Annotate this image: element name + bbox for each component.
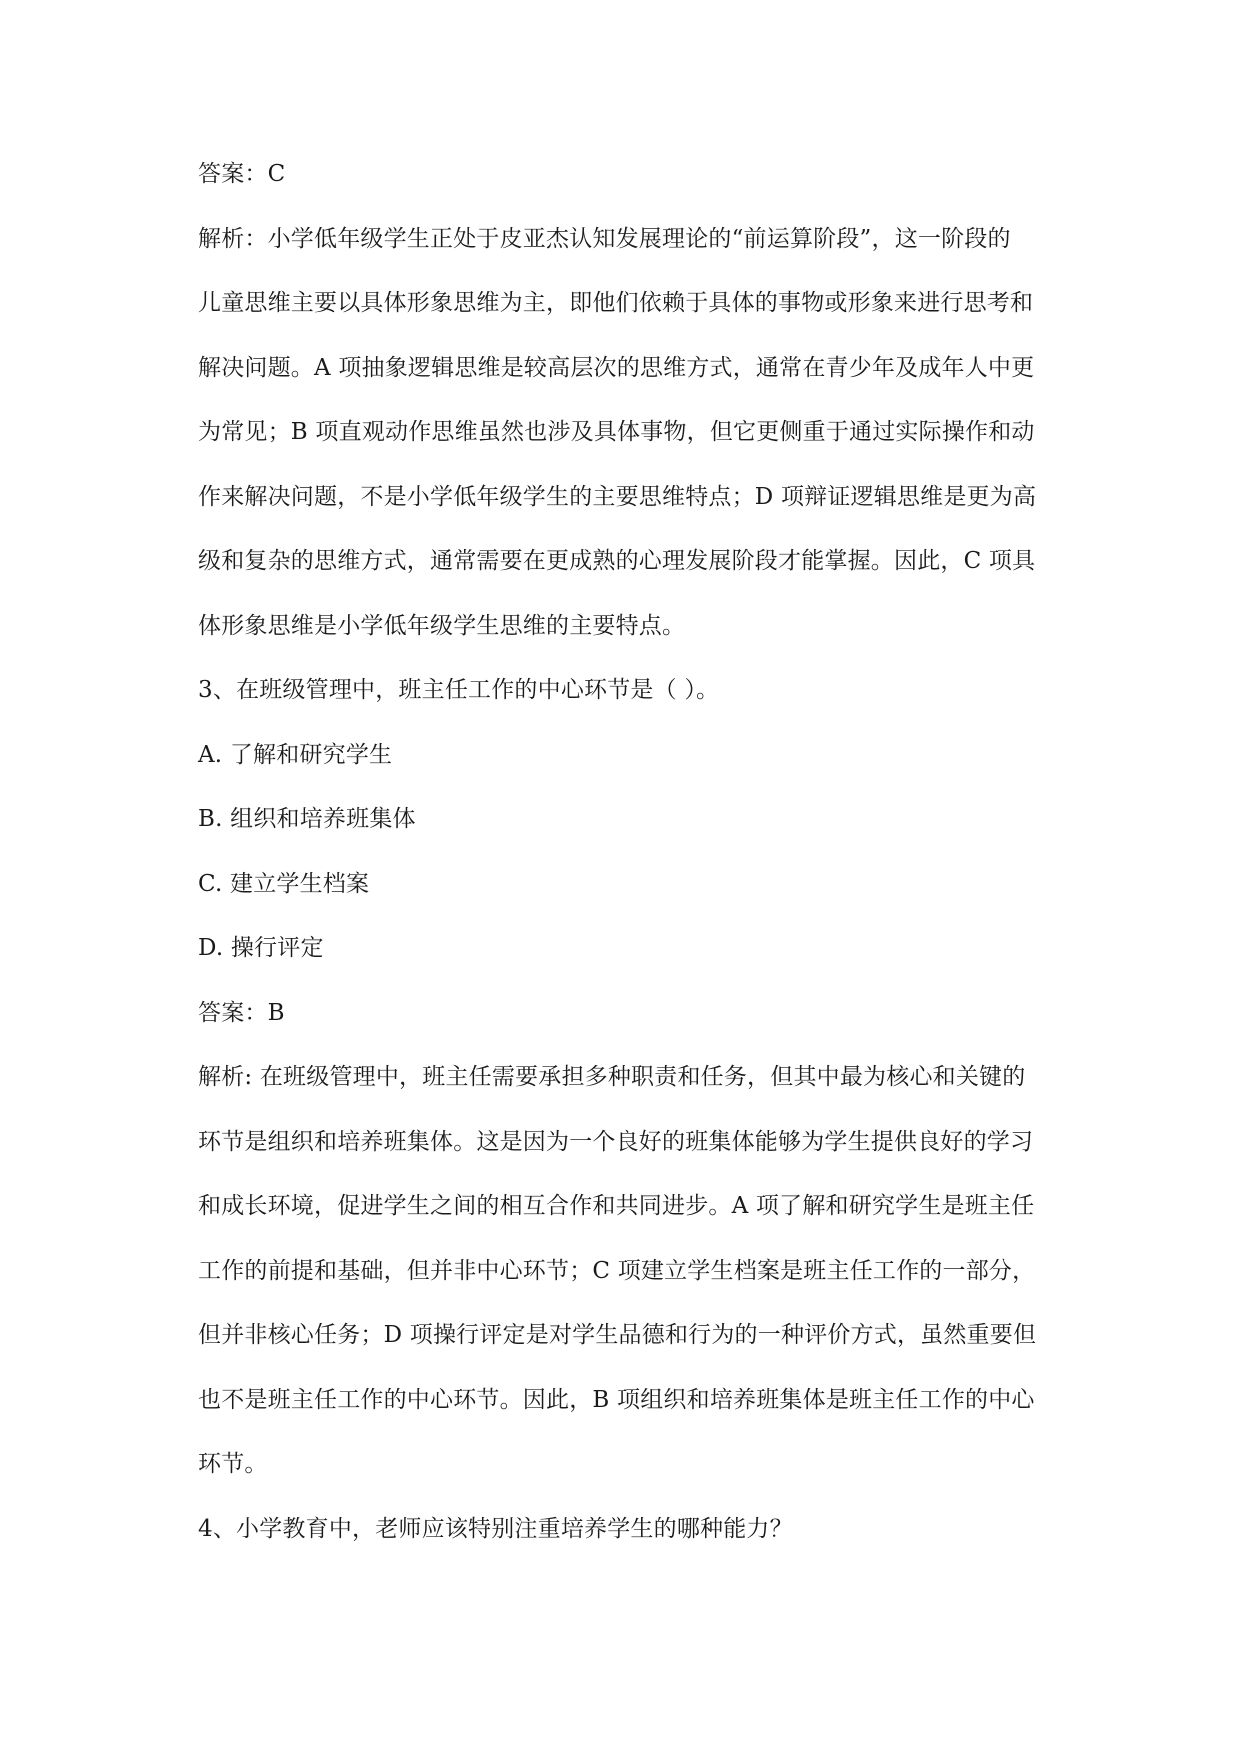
explanation-line: 儿童思维主要以具体形象思维为主，即他们依赖于具体的事物或形象来进行思考和	[198, 290, 1034, 316]
answer-line: 答案：B	[198, 999, 285, 1026]
document-body	[198, 142, 1088, 1561]
explanation-line: 但并非核心任务；D 项操行评定是对学生品德和行为的一种评价方式，虽然重要但	[198, 1322, 1037, 1348]
option-d: D. 操行评定	[198, 935, 324, 961]
explanation-line: 为常见；B 项直观动作思维虽然也涉及具体事物，但它更侧重于通过实际操作和动	[198, 419, 1035, 445]
option-a: A. 了解和研究学生	[198, 741, 393, 768]
question-line: 4、小学教育中，老师应该特别注重培养学生的哪种能力？	[198, 1515, 793, 1542]
option-b: B. 组织和培养班集体	[198, 806, 416, 832]
explanation-line: 环节。	[198, 1451, 268, 1477]
explanation-line: 级和复杂的思维方式，通常需要在更成熟的心理发展阶段才能掌握。因此，C 项具	[198, 548, 1036, 574]
question-line: 3、在班级管理中，班主任工作的中心环节是（ ）。	[198, 677, 720, 703]
explanation-line: 解决问题。A 项抽象逻辑思维是较高层次的思维方式，通常在青少年及成年人中更	[198, 354, 1035, 381]
explanation-line: 作来解决问题，不是小学低年级学生的主要思维特点；D 项辩证逻辑思维是更为高	[198, 483, 1037, 510]
explanation-line: 体形象思维是小学低年级学生思维的主要特点。	[198, 612, 686, 639]
explanation-line: 工作的前提和基础，但并非中心环节；C 项建立学生档案是班主任工作的一部分，	[198, 1257, 1036, 1284]
explanation-line: 解析：小学低年级学生正处于皮亚杰认知发展理论的“前运算阶段”，这一阶段的	[198, 225, 1011, 252]
explanation-line: 也不是班主任工作的中心环节。因此，B 项组织和培养班集体是班主任工作的中心	[198, 1386, 1035, 1413]
answer-line: 答案：C	[198, 161, 286, 187]
option-c: C. 建立学生档案	[198, 870, 370, 897]
explanation-line: 解析: 在班级管理中，班主任需要承担多种职责和任务，但其中最为核心和关键的	[198, 1064, 1026, 1090]
explanation-line: 环节是组织和培养班集体。这是因为一个良好的班集体能够为学生提供良好的学习	[198, 1128, 1034, 1155]
explanation-line: 和成长环境，促进学生之间的相互合作和共同进步。A 项了解和研究学生是班主任	[198, 1193, 1035, 1219]
